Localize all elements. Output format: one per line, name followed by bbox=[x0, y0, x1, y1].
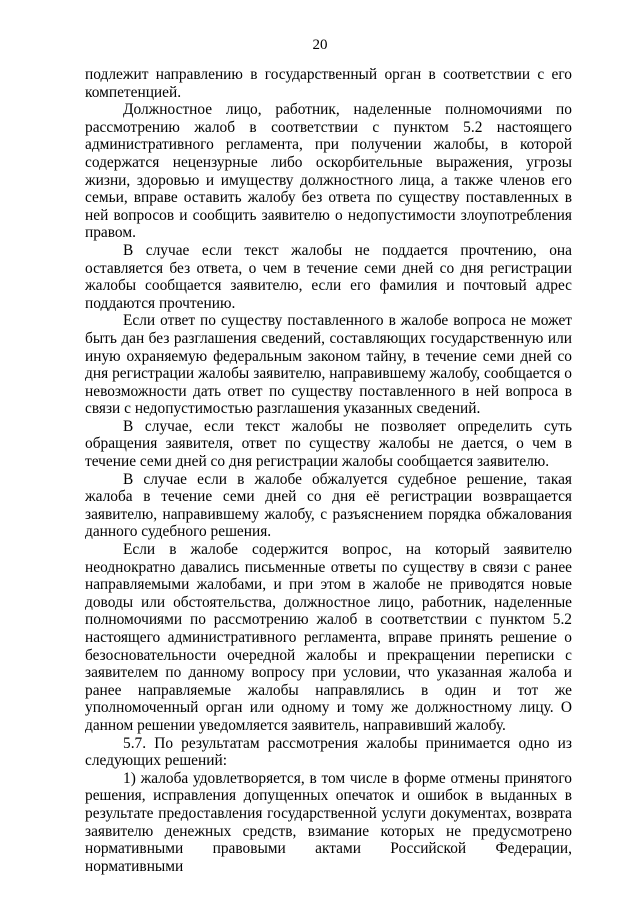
page-number: 20 bbox=[312, 37, 328, 53]
paragraph-unreadable-complaint: В случае если текст жалобы не поддается прочтению, она оставляется без ответа, о чем в течение семи дней со дня регистрации жалобы сообщается заявителю, если его фамилия и почтовый адрес поддаются прочтению. bbox=[85, 241, 572, 312]
paragraph-repeated-complaint: Если в жалобе содержится вопрос, на который заявителю неоднократно давались письменные ответы по существу в связи с ранее направляемыми жалобами, и при этом в жалобе не приводятся новые доводы или обстоятельства, должностное лицо, работник, наделенные полномочиями по рассмотрению жалоб в соответствии с пунктом 5.2 настоящего административного регламента, вправе принять решение о безосновательности очередной жалобы и прекращении переписки с заявителем по данному вопросу при условии, что указанная жалоба и ранее направляемые жалобы направлялись в один и тот же уполномоченный орган или одному и тому же должностному лицу. О данном решении уведомляется заявитель, направивший жалобу. bbox=[85, 541, 572, 734]
paragraph-decision-1: 1) жалоба удовлетворяется, в том числе в форме отмены принятого решения, исправления допущенных опечаток и ошибок в выданных в результате предоставления государственной услуги документах, возврата заявителю денежных средств, взимание которых не предусмотрено нормативными правовыми актами Российской Федерации, нормативными bbox=[85, 769, 572, 875]
paragraph-obscene-complaint: Должностное лицо, работник, наделенные полномочиями по рассмотрению жалоб в соответствии с пунктом 5.2 настоящего административного регламента, при получении жалобы, в которой содержатся нецензурные либо оскорбительные выражения, угрозы жизни, здоровью и имуществу должностного лица, а также членов его семьи, вправе оставить жалобу без ответа по существу поставленных в ней вопросов и сообщить заявителю о недопустимости злоупотребления правом. bbox=[85, 101, 572, 242]
document-body bbox=[85, 66, 572, 875]
paragraph-section-5-7: 5.7. По результатам рассмотрения жалобы принимается одно из следующих решений: bbox=[85, 734, 572, 770]
paragraph-continuation: подлежит направлению в государственный орган в соответствии с его компетенцией. bbox=[85, 66, 572, 101]
paragraph-court-decision: В случае если в жалобе обжалуется судебное решение, такая жалоба в течение семи дней со дня её регистрации возвращается заявителю, направившему жалобу, с разъяснением порядка обжалования данного судебного решения. bbox=[85, 470, 572, 541]
paragraph-undeterminable-essence: В случае, если текст жалобы не позволяет определить суть обращения заявителя, ответ по существу жалобы не дается, о чем в течение семи дней со дня регистрации жалобы сообщается заявителю. bbox=[85, 417, 572, 471]
paragraph-secret-information: Если ответ по существу поставленного в жалобе вопроса не может быть дан без разглашения сведений, составляющих государственную или иную охраняемую федеральным законом тайну, в течение семи дней со дня регистрации жалобы заявителю, направившему жалобу, сообщается о невозможности дать ответ по существу поставленного в ней вопроса в связи с недопустимостью разглашения указанных сведений. bbox=[85, 312, 572, 418]
